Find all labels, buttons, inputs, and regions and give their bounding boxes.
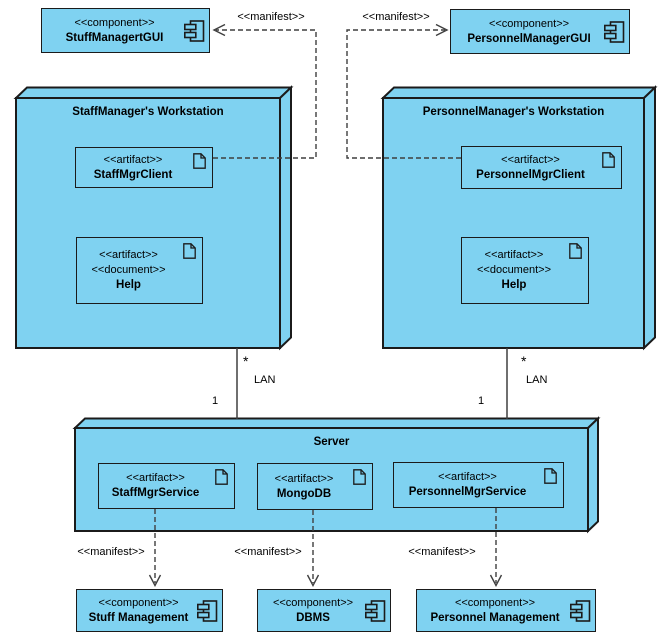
artifact-icon [569,243,582,259]
document-stereotype: <<document>> [91,264,166,276]
component-name: Personnel Management [430,611,560,624]
artifact-name: StaffMgrService [111,487,200,499]
artifact-icon [193,153,206,169]
artifact-personnel-mgr-service [393,462,564,508]
artifact-name: MongoDB [276,487,332,500]
component-personnel-management [416,589,596,632]
artifact-help-left [76,237,203,304]
node-title-staff-workstation: StaffManager's Workstation [72,106,224,118]
artifact-personnel-mgr-client [461,146,622,189]
node-staff-workstation-shape [16,88,291,349]
multiplicity-one-left: 1 [212,395,219,407]
manifest-label-bottom-right: <<manifest>> [408,546,476,558]
artifact-stereotype: <<artifact>> [501,153,560,166]
manifest-label-top-right: <<manifest>> [362,11,430,23]
component-stereotype: <<component>> [454,596,536,609]
artifact-staff-mgr-service [98,463,235,509]
component-icon [197,600,218,622]
node-title-personnel-workstation: PersonnelManager's Workstation [422,106,605,118]
artifact-stereotype: <<artifact>> [126,472,185,484]
artifact-name: Help [116,279,141,291]
component-icon [365,600,386,622]
component-name: StuffManagertGUI [65,31,164,44]
component-stereotype: <<component>> [272,596,354,609]
component-name: DBMS [296,611,330,624]
artifact-name: PersonnelMgrService [408,486,527,498]
artifact-name: Help [501,279,527,291]
node-title-server: Server [313,436,350,448]
artifact-stereotype: <<artifact>> [274,472,334,485]
component-icon [570,600,591,622]
artifact-stereotype: <<artifact>> [103,153,163,166]
artifact-name: StaffMgrClient [93,168,173,181]
component-stereotype: <<component>> [488,17,570,30]
document-stereotype: <<document>> [476,264,551,276]
artifact-name: PersonnelMgrClient [476,168,585,181]
artifact-icon [183,243,196,259]
manifest-label-bottom-middle: <<manifest>> [234,546,302,558]
artifact-icon [602,152,615,168]
artifact-stereotype: <<artifact>> [99,249,158,261]
artifact-icon [544,468,557,484]
component-name: PersonnelManagerGUI [467,32,591,45]
artifact-stereotype: <<artifact>> [438,471,497,483]
component-stuff-management [76,589,223,632]
artifact-icon [353,469,366,485]
component-dbms [257,589,391,632]
multiplicity-star-right: * [521,353,527,369]
multiplicity-one-right: 1 [478,395,485,407]
lan-label-right: LAN [526,374,548,386]
artifact-stereotype: <<artifact>> [484,249,544,261]
manifest-label-bottom-left: <<manifest>> [77,546,145,558]
artifact-icon [215,469,228,485]
artifact-mongodb [257,463,373,510]
artifact-help-right [461,237,589,304]
manifest-label-top-left: <<manifest>> [237,11,305,23]
lan-label-left: LAN [254,374,276,386]
component-icon [604,21,625,43]
artifact-staff-mgr-client [75,147,213,188]
component-stereotype: <<component>> [98,596,179,609]
multiplicity-star-left: * [243,353,249,369]
component-icon [184,20,205,42]
component-name: Stuff Management [88,611,189,624]
component-stereotype: <<component>> [74,16,155,29]
component-stuff-manager-gui [41,8,210,53]
component-personnel-manager-gui [450,9,630,54]
node-personnel-workstation-shape [383,88,655,349]
